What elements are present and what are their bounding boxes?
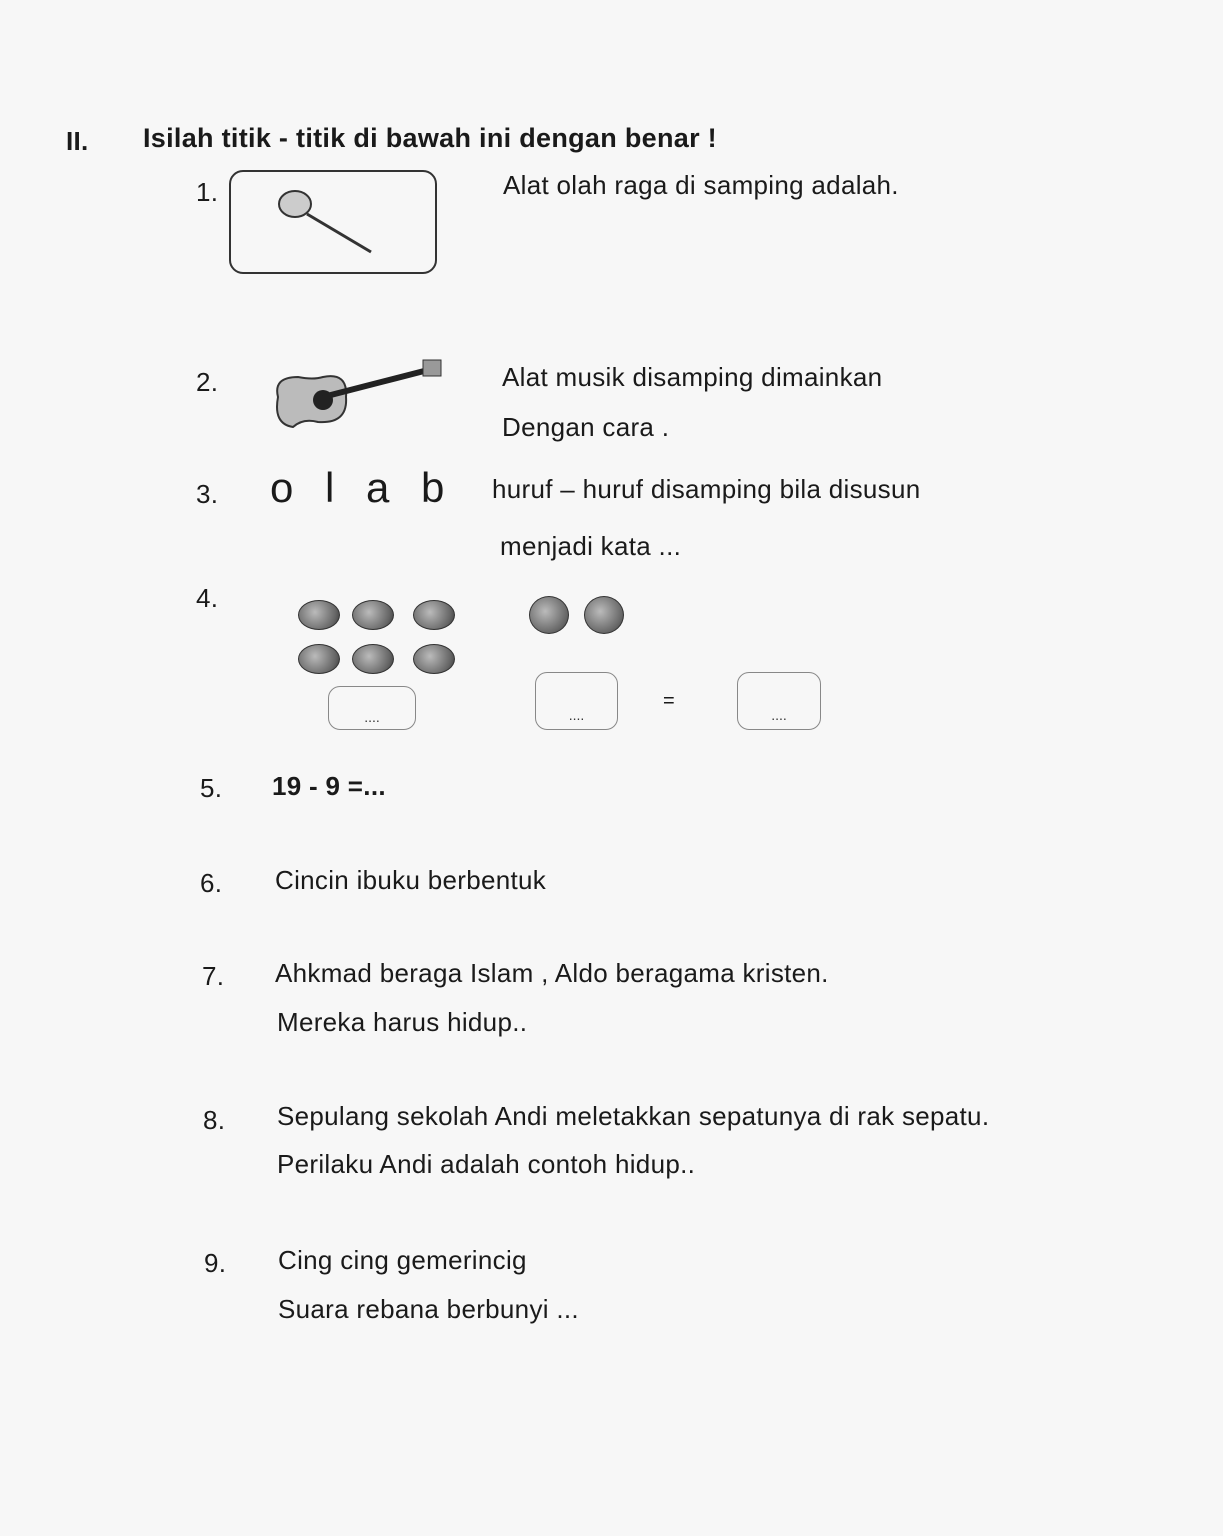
coin-icon xyxy=(584,596,624,634)
coin-icon xyxy=(352,644,394,674)
question-text: Alat olah raga di samping adalah. xyxy=(503,170,899,200)
question-text: Cincin ibuku berbentuk xyxy=(275,865,547,895)
question-text: Alat musik disamping dimainkan xyxy=(502,362,883,392)
section-instruction: Isilah titik - titik di bawah ini dengan benar ! xyxy=(143,123,717,153)
badminton-racket-icon xyxy=(231,172,435,272)
question-text: 19 - 9 =... xyxy=(272,771,386,801)
question-text: huruf – huruf disamping bila disusun xyxy=(492,474,921,504)
question-text: Sepulang sekolah Andi meletakkan sepatunya di rak sepatu. xyxy=(277,1101,990,1131)
question-number: 7. xyxy=(202,961,225,991)
question-number: 6. xyxy=(200,868,223,898)
question-text: Suara rebana berbunyi ... xyxy=(278,1294,579,1324)
scrambled-letters: o l a b xyxy=(270,464,455,511)
question-text: Ahkmad beraga Islam , Aldo beragama kristen. xyxy=(275,958,829,988)
question-text: Mereka harus hidup.. xyxy=(277,1007,528,1037)
question-number: 5. xyxy=(200,773,223,803)
coin-icon xyxy=(298,600,340,630)
coin-icon xyxy=(298,644,340,674)
question-number: 8. xyxy=(203,1105,226,1135)
answer-blank[interactable]: .... xyxy=(737,672,821,730)
racket-image-frame xyxy=(229,170,437,274)
question-text: Dengan cara . xyxy=(502,412,670,442)
section-number: II. xyxy=(66,126,89,156)
question-number: 9. xyxy=(204,1248,227,1278)
question-text: Cing cing gemerincig xyxy=(278,1245,527,1275)
coin-icon xyxy=(529,596,569,634)
question-number: 1. xyxy=(196,177,219,207)
answer-blank[interactable]: .... xyxy=(535,672,618,730)
equals-sign: = xyxy=(663,690,675,712)
question-number: 3. xyxy=(196,479,219,509)
coin-icon xyxy=(413,600,455,630)
question-number: 4. xyxy=(196,583,219,613)
coin-icon xyxy=(352,600,394,630)
question-text: Perilaku Andi adalah contoh hidup.. xyxy=(277,1149,696,1179)
coin-icon xyxy=(413,644,455,674)
guitar-icon xyxy=(268,352,448,432)
question-text: menjadi kata ... xyxy=(500,531,682,561)
question-number: 2. xyxy=(196,367,219,397)
answer-blank[interactable]: .... xyxy=(328,686,416,730)
